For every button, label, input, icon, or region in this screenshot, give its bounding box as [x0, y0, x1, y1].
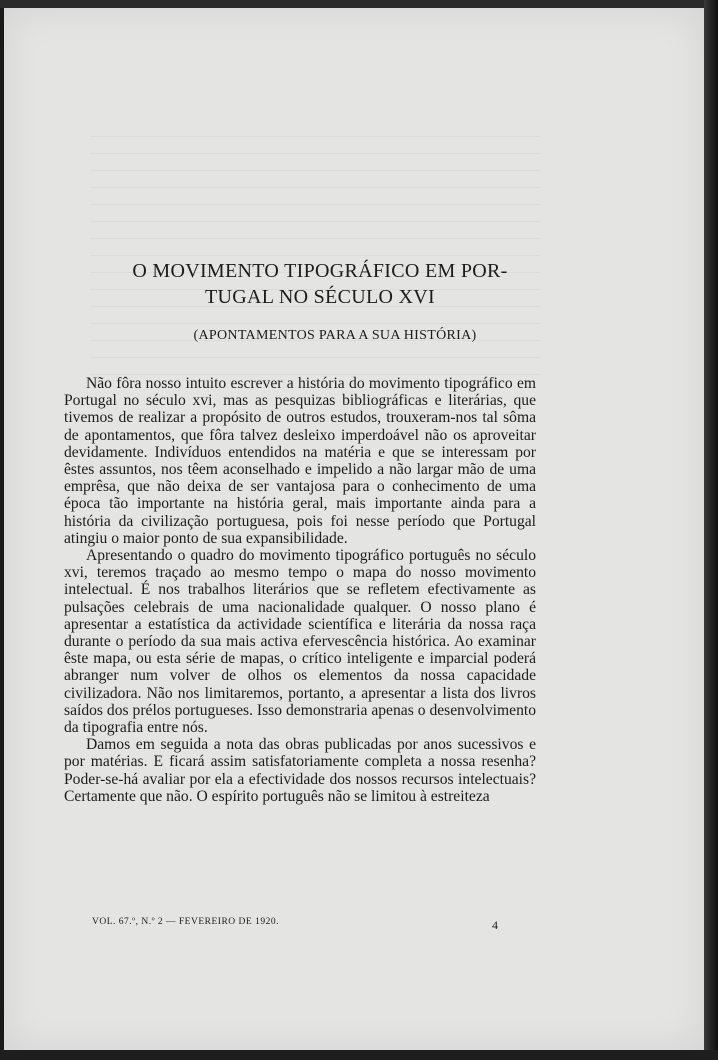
paragraph-3: Damos em seguida a nota das obras publicadas por anos sucessivos e por matérias. E ficará assim satisfatoriamente completa a nossa resenha? Poder-se-há avaliar por ela a efectividade dos nossos recursos intelectuais? Certamente que não. O espírito português não se limitou à estreiteza — [64, 736, 536, 805]
article-body — [64, 375, 536, 805]
volume-footer: VOL. 67.º, N.º 2 — FEVEREIRO DE 1920. — [92, 917, 279, 927]
scan-top-edge — [0, 0, 718, 8]
paragraph-1: Não fôra nosso intuito escrever a história do movimento tipográfico em Portugal no século xvi, mas as pesquizas bibliográficas e literárias, que tivemos de realizar a propósito de outros estudos, trouxeram-nos tal sôma de apontamentos, que fôra talvez desleixo imperdoável não os aproveitar devidamente. Indivíduos entendidos na matéria e que se interessam por êstes assuntos, nos têem aconselhado e impelido a não largar mão de uma emprêsa, que não deixa de ser vantajosa para o conhecimento de uma época tão importante na história geral, mais importante ainda para a história da civilização portuguesa, pois foi nesse período que Portugal atingiu o maior ponto de sua expansibilidade. — [64, 375, 536, 547]
title-line-1: O MOVIMENTO TIPOGRÁFICO EM POR- — [132, 260, 508, 282]
paragraph-2: Apresentando o quadro do movimento tipográfico português no século xvi, teremos traçado ao mesmo tempo o mapa do nosso movimento intelectual. É nos trabalhos literários que se refletem efectivamente as pulsações celebrais de uma nacionalidade qualquer. O nosso plano é apresentar a estatística da actividade scientífica e literária da nossa raça durante o período da sua mais activa efervescência histórica. Ao examinar êste mapa, ou esta série de mapas, o crítico inteligente e imparcial poderá abranger num volver de olhos os elementos da nossa capacidade civilizadora. Não nos limitaremos, portanto, a apresentar a lista dos livros saídos dos prélos portugueses. Isso demonstraria apenas o desenvolvimento da tipografia entre nós. — [64, 547, 536, 737]
page-number: 4 — [492, 918, 498, 932]
article-title — [60, 258, 580, 310]
title-line-2: TUGAL NO SÉCULO XVI — [205, 286, 435, 308]
scan-bottom-edge — [0, 1050, 718, 1060]
scan-right-edge — [704, 0, 718, 1060]
article-subtitle: (APONTAMENTOS PARA A SUA HISTÓRIA) — [193, 328, 477, 343]
